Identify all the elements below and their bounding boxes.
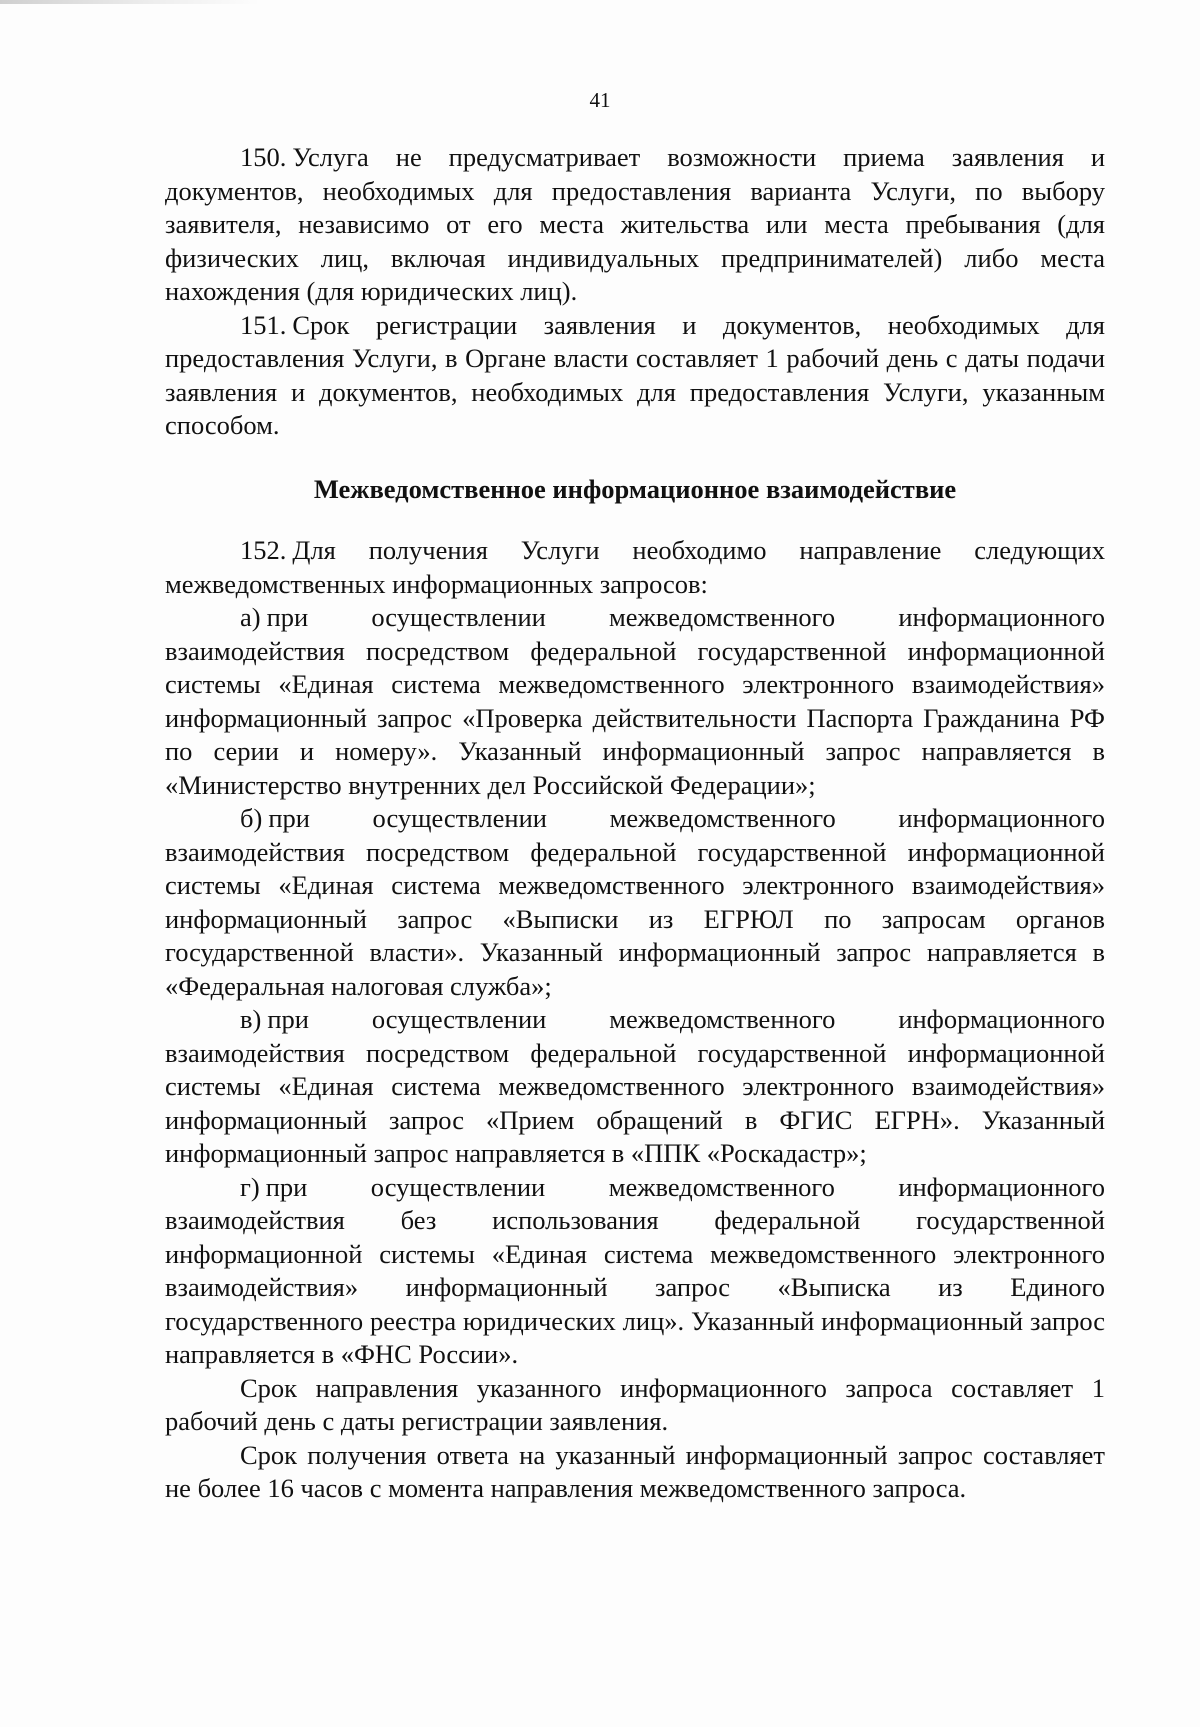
sub-item-g (165, 1171, 1105, 1372)
scan-edge-artifact (0, 0, 260, 4)
sub-item-marker: б) (240, 803, 263, 833)
sub-item-text: при осуществлении межведомственного информационного взаимодействия без использования федеральной государственной информационной системы «Единая система межведомственного электронного взаимодействия» информационный запрос «Выписка из Единого государственного реестра юридических лиц». Указанный информационный запрос направляется в «ФНС России». (165, 1171, 1105, 1369)
page-number: 41 (589, 88, 611, 112)
paragraph-151 (165, 309, 1105, 443)
paragraph-152 (165, 534, 1105, 601)
section-heading: Межведомственное информационное взаимодействие (313, 473, 957, 504)
sub-item-marker: г) (240, 1171, 260, 1202)
sub-item-marker: а) (240, 602, 261, 632)
sub-item-b (165, 802, 1105, 1003)
closing-paragraph-response-deadline: Срок получения ответа на указанный информационный запрос составляет не более 16 часов с момента направления межведомственного запроса. (165, 1439, 1105, 1503)
paragraph-text: Срок регистрации заявления и документов, необходимых для предоставления Услуги, в Органе власти составляет 1 рабочий день с даты подачи заявления и документов, необходимых для предоставления Услуги, указанным способом. (165, 309, 1105, 440)
sub-item-v (165, 1003, 1105, 1171)
paragraph-number: 150. (240, 142, 287, 172)
sub-item-text: при осуществлении межведомственного информационного взаимодействия посредством федеральной государственной информационной системы «Единая система межведомственного электронного взаимодействия» информационный запрос «Выписки из ЕГРЮЛ по запросам органов государственной власти». Указанный информационный запрос направляется в «Федеральная налоговая служба»; (165, 803, 1105, 1001)
sub-item-text: при осуществлении межведомственного информационного взаимодействия посредством федеральной государственной информационной системы «Единая система межведомственного электронного взаимодействия» информационный запрос «Проверка действительности Паспорта Гражданина РФ по серии и номеру». Указанный информационный запрос направляется в «Министерство внутренних дел Российской Федерации»; (165, 602, 1105, 800)
paragraph-number: 151. (240, 309, 287, 340)
paragraph-text: Услуга не предусматривает возможности приема заявления и документов, необходимых для предоставления варианта Услуги, по выбору заявителя, независимо от его места жительства или места пребывания (для физических лиц, включая индивидуальных предпринимателей) либо места нахождения (для юридических лиц). (165, 142, 1105, 306)
sub-item-text: при осуществлении межведомственного информационного взаимодействия посредством федеральной государственной информационной системы «Единая система межведомственного электронного взаимодействия» информационный запрос «Прием обращений в ФГИС ЕГРН». Указанный информационный запрос направляется в «ППК «Роскадастр»; (165, 1004, 1105, 1168)
paragraph-150 (165, 141, 1105, 309)
paragraph-number: 152. (240, 535, 287, 565)
sub-item-marker: в) (240, 1004, 262, 1034)
document-body (165, 141, 1105, 1506)
closing-paragraph-request-deadline: Срок направления указанного информационного запроса составляет 1 рабочий день с даты регистрации заявления. (165, 1372, 1105, 1436)
paragraph-text: Для получения Услуги необходимо направление следующих межведомственных информационных запросов: (165, 535, 1105, 599)
sub-item-a (165, 601, 1105, 802)
